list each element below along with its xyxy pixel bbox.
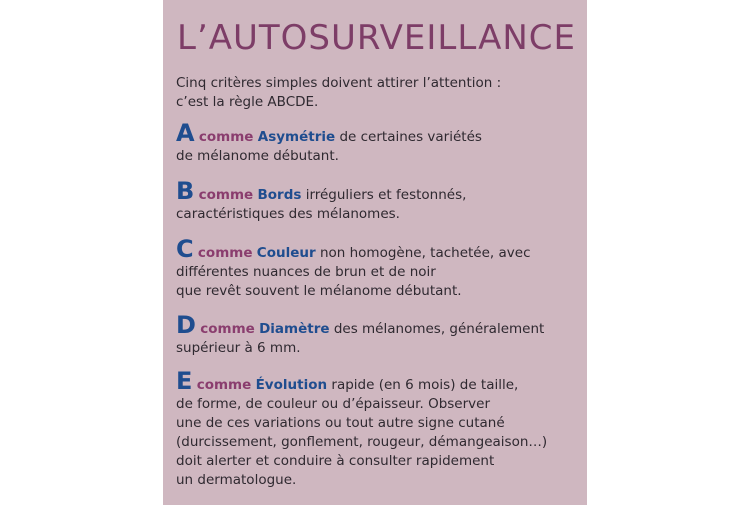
intro-line: c’est la règle ABCDE.	[176, 94, 319, 110]
criterion-keyword: Couleur	[256, 245, 316, 261]
criterion-first-line	[176, 235, 531, 263]
intro-text	[176, 74, 501, 112]
criterion-letter: D	[176, 311, 196, 339]
criterion-line: de mélanome débutant.	[176, 148, 339, 164]
criterion-text: de certaines variétés	[339, 129, 482, 145]
criterion-keyword: Évolution	[255, 377, 328, 393]
criterion-letter: E	[176, 367, 193, 395]
criterion-c	[176, 235, 531, 301]
criterion-letter: C	[176, 235, 194, 263]
criterion-comme: comme	[197, 245, 253, 261]
criterion-line: que revêt souvent le mélanome débutant.	[176, 283, 462, 299]
criterion-keyword: Bords	[257, 187, 302, 203]
page-title: L’AUTOSURVEILLANCE	[177, 18, 577, 58]
intro-line: Cinq critères simples doivent attirer l’attention :	[176, 75, 502, 91]
criterion-first-line	[176, 311, 545, 339]
criterion-letter: A	[176, 119, 195, 147]
criterion-comme: comme	[200, 321, 255, 337]
criterion-line: (durcissement, gonflement, rougeur, démangeaison…)	[176, 434, 548, 450]
criterion-d	[176, 311, 545, 358]
criterion-line: caractéristiques des mélanomes.	[176, 206, 400, 222]
criterion-first-line	[176, 367, 547, 395]
criterion-line: supérieur à 6 mm.	[176, 340, 301, 356]
criterion-a	[176, 119, 482, 166]
criterion-keyword: Asymétrie	[257, 129, 336, 145]
criterion-line: doit alerter et conduire à consulter rapidement	[176, 453, 495, 469]
criterion-line: une de ces variations ou tout autre signe cutané	[176, 415, 505, 431]
info-panel	[163, 0, 587, 505]
criterion-line: différentes nuances de brun et de noir	[176, 264, 436, 280]
criterion-line: un dermatologue.	[176, 472, 297, 488]
criterion-comme: comme	[198, 129, 254, 145]
criterion-text: rapide (en 6 mois) de taille,	[331, 377, 519, 393]
criterion-comme: comme	[196, 377, 252, 393]
criterion-comme: comme	[198, 187, 254, 203]
criterion-line: de forme, de couleur ou d’épaisseur. Observer	[176, 396, 491, 412]
criterion-b	[176, 177, 467, 224]
criterion-text: non homogène, tachetée, avec	[319, 245, 531, 261]
criterion-text: irréguliers et festonnés,	[305, 187, 467, 203]
criterion-text: des mélanomes, généralement	[333, 321, 545, 337]
criterion-letter: B	[176, 177, 195, 205]
criterion-keyword: Diamètre	[259, 321, 330, 337]
criterion-e	[176, 367, 548, 490]
criterion-first-line	[176, 119, 482, 147]
criterion-first-line	[176, 177, 467, 205]
